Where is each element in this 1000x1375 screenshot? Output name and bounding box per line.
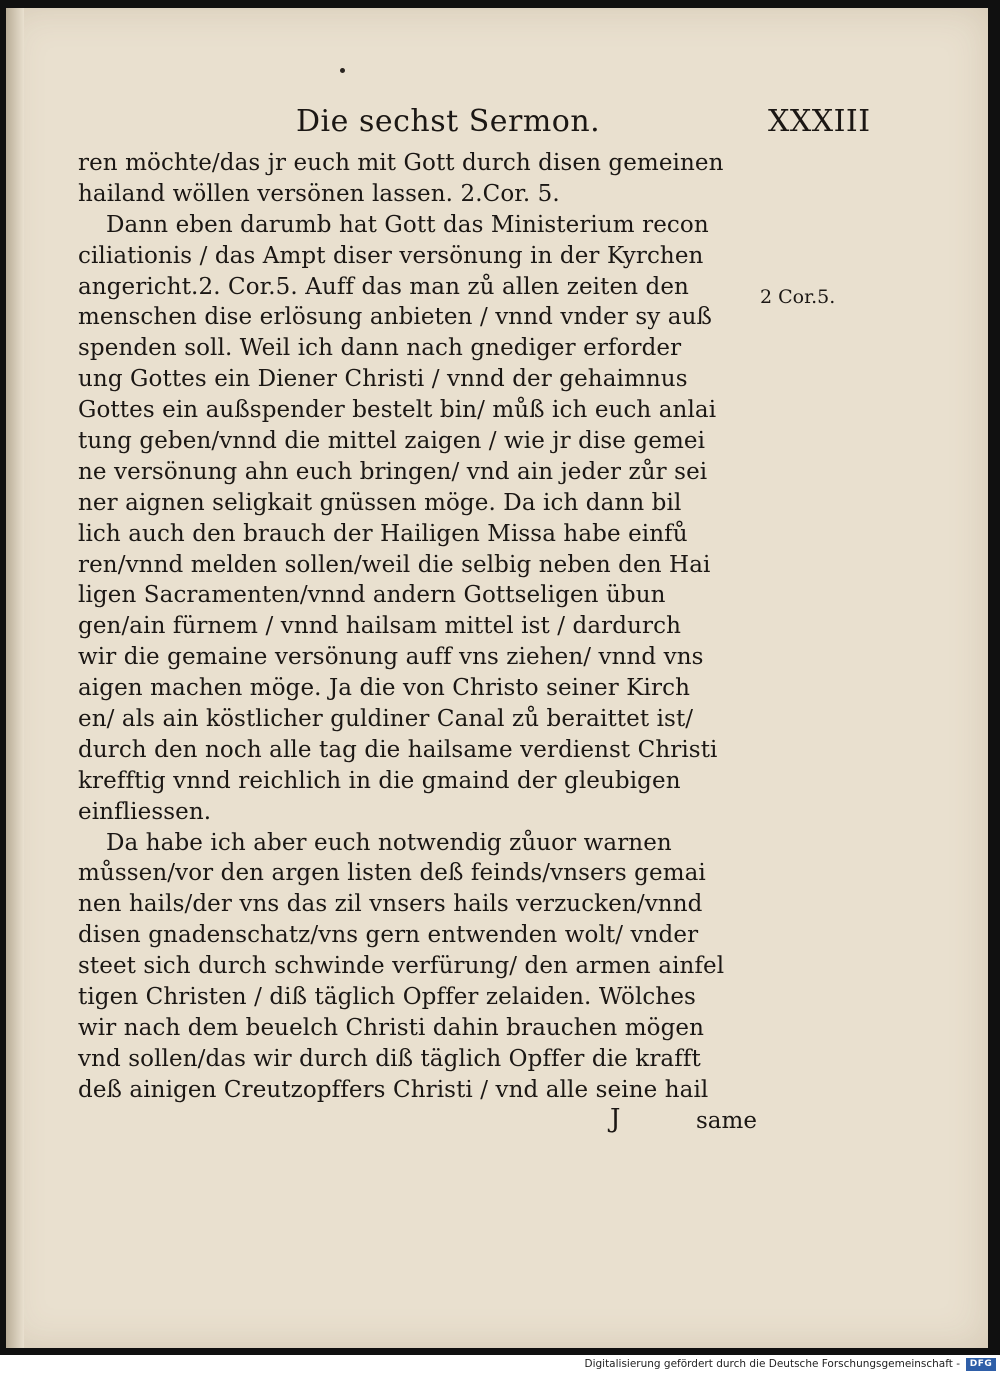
text-line: deß ainigen Creutzopffers Christi / vnd alle seine hail bbox=[78, 1076, 709, 1103]
text-line: tung geben/vnnd die mittel zaigen / wie jr dise gemei bbox=[78, 428, 706, 455]
body-text bbox=[78, 148, 778, 1106]
text-line: wir die gemaine versönung auff vns ziehen/ vnnd vns bbox=[78, 644, 704, 671]
text-line: aigen machen möge. Ja die von Christo seiner Kirch bbox=[78, 675, 690, 702]
text-line: ne versönung ahn euch bringen/ vnd ain jeder zůr sei bbox=[78, 458, 708, 485]
funding-credit: Digitalisierung gefördert durch die Deutsche Forschungsgemeinschaft - bbox=[584, 1358, 960, 1370]
text-line: vnd sollen/das wir durch diß täglich Opffer die krafft bbox=[78, 1045, 701, 1072]
page-gutter-shadow bbox=[6, 8, 24, 1348]
text-line: en/ als ain köstlicher guldiner Canal zů beraittet ist/ bbox=[78, 706, 694, 733]
ink-dot bbox=[340, 68, 345, 73]
text-line: ner aignen seligkait gnüssen möge. Da ich dann bil bbox=[78, 489, 682, 516]
text-line: hailand wöllen versönen lassen. 2.Cor. 5. bbox=[78, 180, 560, 207]
text-line: krefftig vnnd reichlich in die gmaind der gleubigen bbox=[78, 767, 681, 794]
text-line: lich auch den brauch der Hailigen Missa habe einfů bbox=[78, 520, 688, 547]
text-line: disen gnadenschatz/vns gern entwenden wolt/ vnder bbox=[78, 922, 699, 949]
text-line: ung Gottes ein Diener Christi / vnnd der gehaimnus bbox=[78, 366, 688, 393]
text-line: menschen dise erlösung anbieten / vnnd vnder sy auß bbox=[78, 304, 712, 331]
dfg-logo-icon: DFG bbox=[966, 1358, 996, 1371]
text-line: tigen Christen / diß täglich Opffer zelaiden. Wölches bbox=[78, 984, 696, 1011]
text-line: angericht.2. Cor.5. Auff das man zů allen zeiten den bbox=[78, 273, 689, 300]
text-line: ciliationis / das Ampt diser versönung in der Kyrchen bbox=[78, 242, 704, 269]
text-line: spenden soll. Weil ich dann nach gnediger erforder bbox=[78, 335, 682, 362]
text-line: steet sich durch schwinde verfürung/ den armen ainfel bbox=[78, 953, 725, 980]
running-title: Die sechst Sermon. bbox=[296, 104, 601, 139]
text-line: ren/vnnd melden sollen/weil die selbig neben den Hai bbox=[78, 551, 711, 578]
text-line: Gottes ein außspender bestelt bin/ můß ich euch anlai bbox=[78, 397, 717, 424]
folio-number: XXXIII bbox=[768, 104, 871, 139]
text-line: gen/ain fürnem / vnnd hailsam mittel ist / dardurch bbox=[78, 613, 681, 640]
text-line: ligen Sacramenten/vnnd andern Gottseligen übun bbox=[78, 582, 666, 609]
text-line: Dann eben darumb hat Gott das Ministerium recon bbox=[106, 211, 709, 238]
catchword: same bbox=[696, 1108, 757, 1134]
book-page bbox=[6, 8, 988, 1348]
footer-bar bbox=[0, 1355, 1000, 1375]
margin-note: 2 Cor.5. bbox=[760, 286, 836, 308]
text-line: můssen/vor den argen listen deß feinds/vnsers gemai bbox=[78, 860, 706, 887]
text-line: Da habe ich aber euch notwendig zůuor warnen bbox=[106, 829, 672, 856]
text-line: wir nach dem beuelch Christi dahin brauchen mögen bbox=[78, 1014, 705, 1041]
text-line: einfliessen. bbox=[78, 798, 212, 825]
signature-mark: J bbox=[610, 1104, 621, 1134]
text-line: nen hails/der vns das zil vnsers hails verzucken/vnnd bbox=[78, 891, 703, 918]
text-line: durch den noch alle tag die hailsame verdienst Christi bbox=[78, 736, 718, 763]
text-line: ren möchte/das jr euch mit Gott durch disen gemeinen bbox=[78, 150, 724, 176]
